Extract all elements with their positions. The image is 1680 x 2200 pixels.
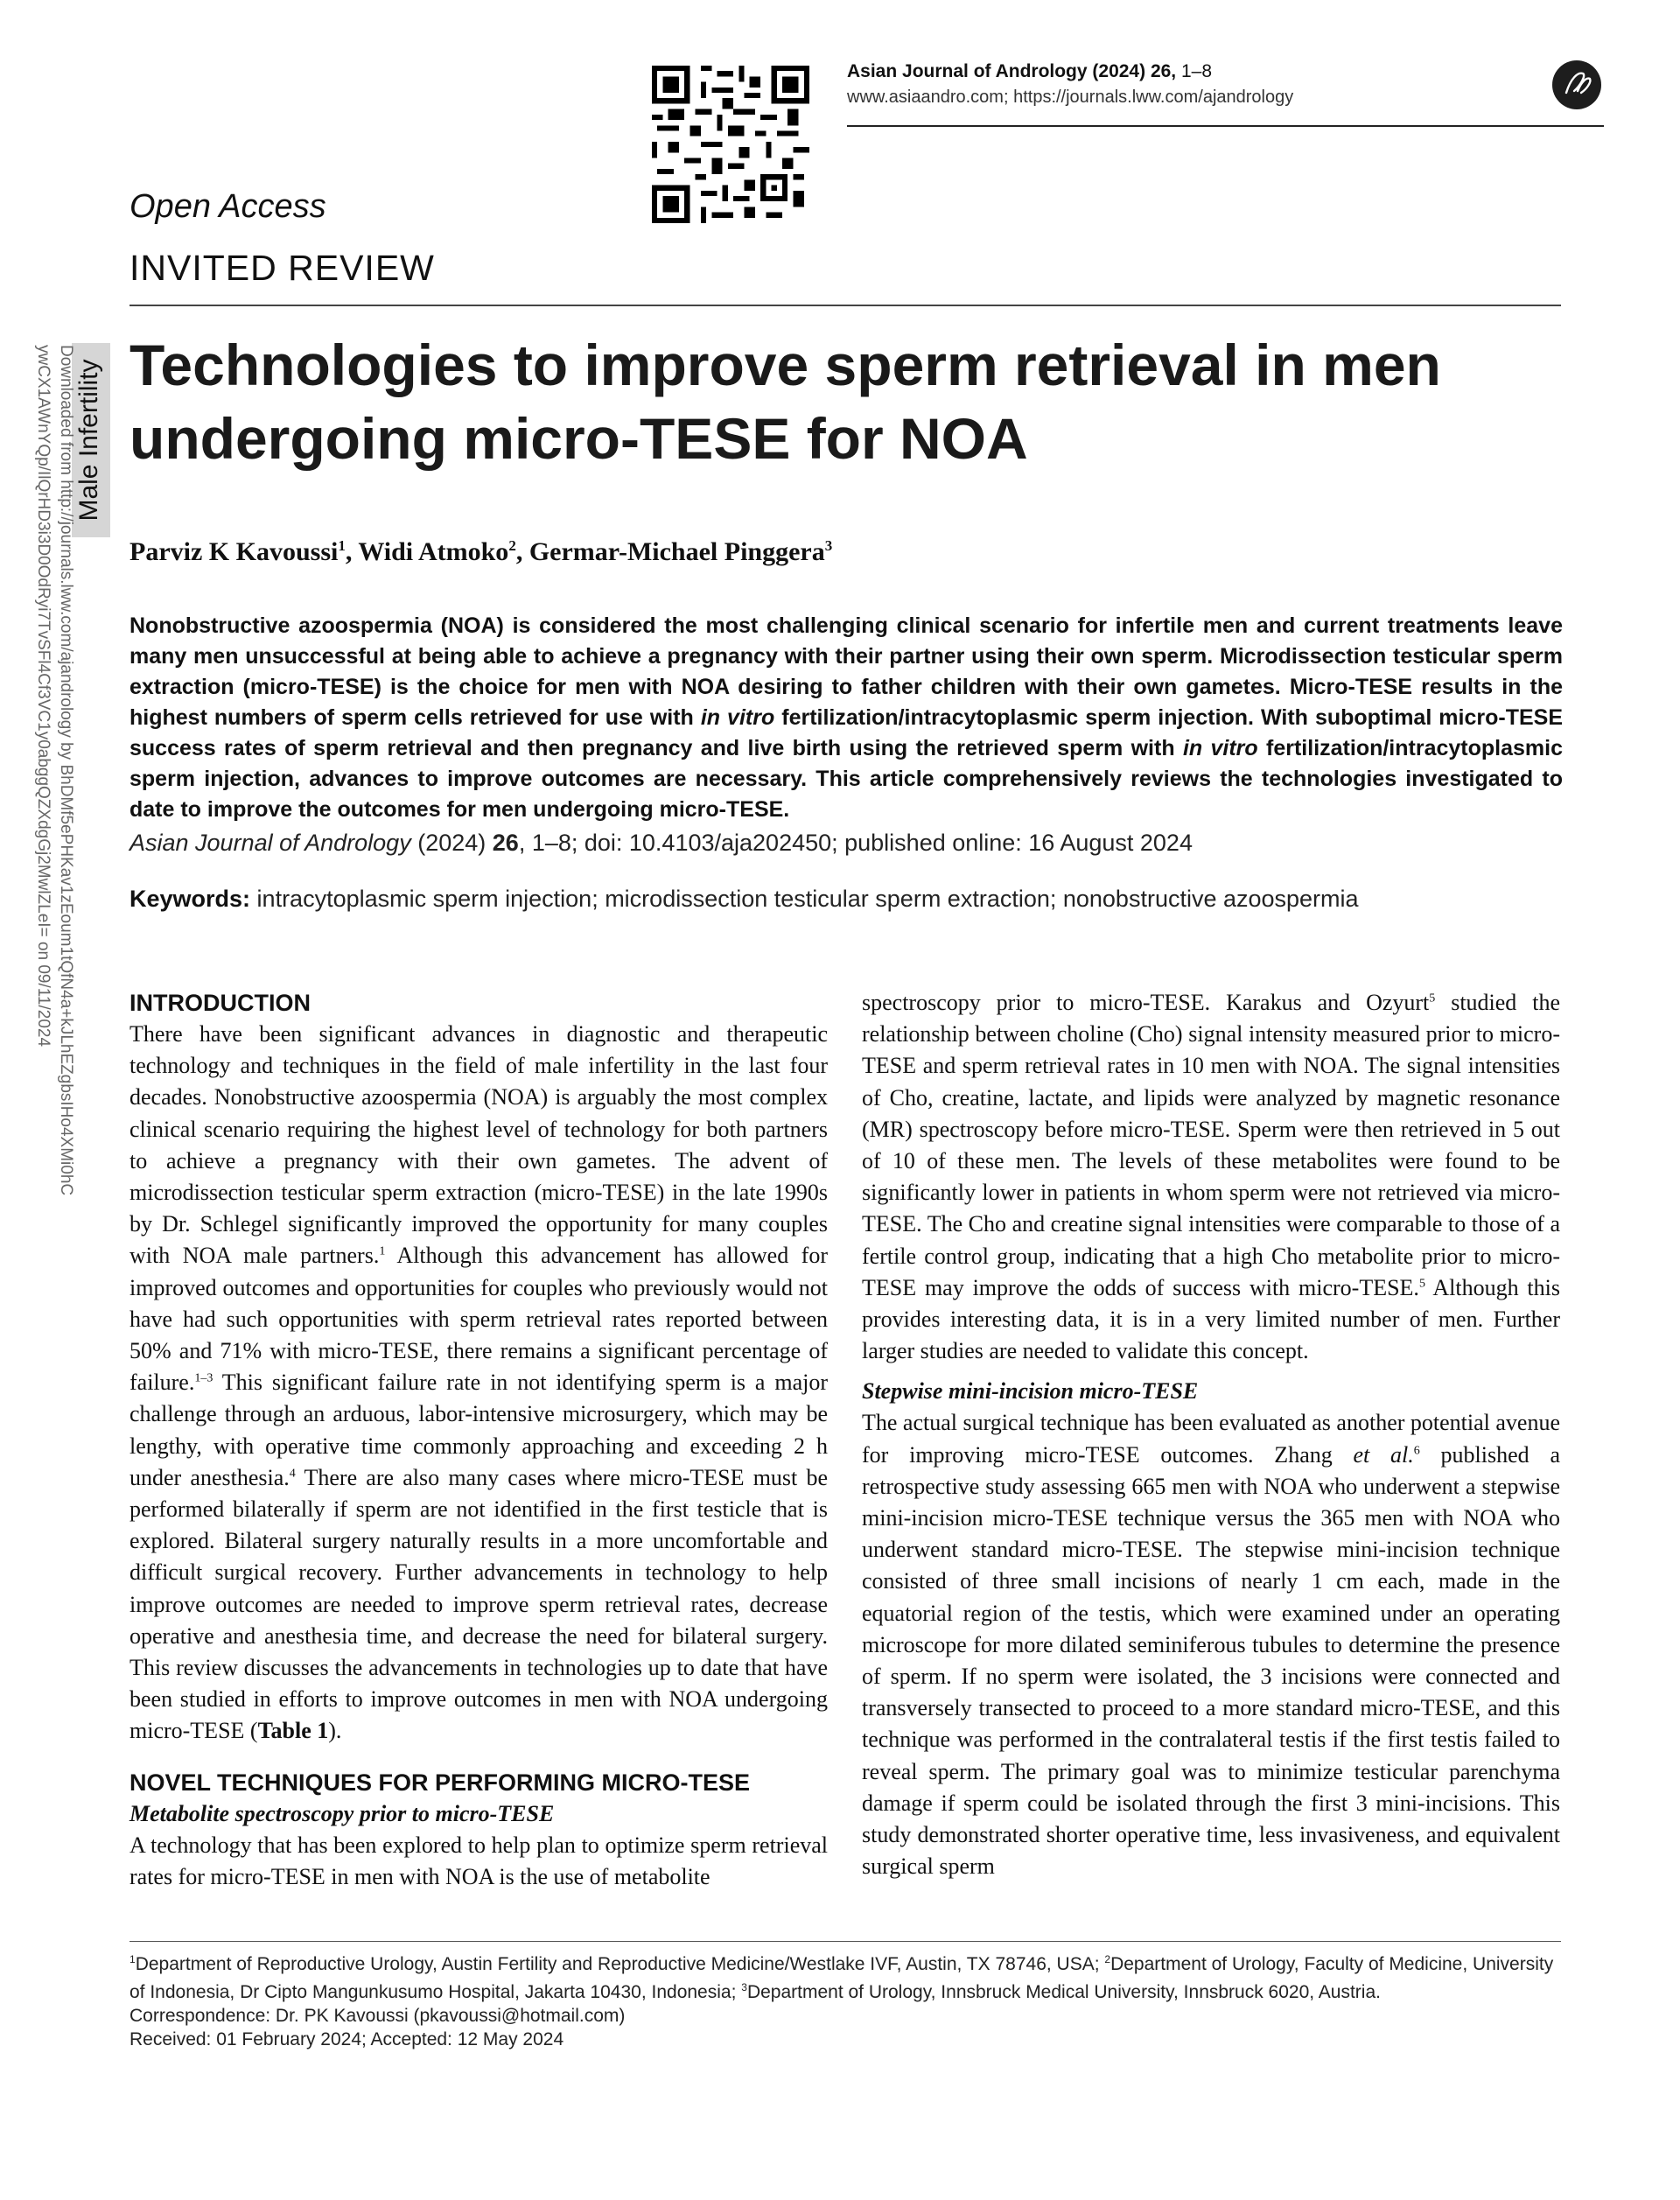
introduction-paragraph: There have been significant advances in diagnostic and therapeutic technology and techniques in the field of male infertility in the last four decades. Nonobstructive azoospermia (NOA) is arguably the most complex clinical scenario requiring the highest level of technology for both partners to achieve a pregnancy with their own gametes. The advent of microdissection testicular sperm extraction (micro-TESE) in the late 1990s by Dr. Schlegel significantly improved the opportunity for many couples with NOA male partners.$^1$ Although this advancement has allowed for improved outcomes and opportunities for couples who previously would not have had such opportunities with sperm retrieval rates reported between 50% and 71% with micro-TESE, there remains a significant percentage of failure.$^{1-3}$ This significant failure rate in not identifying sperm is a major challenge through an arduous, labor-intensive microsurgery, which may be lengthy, with operative time commonly approaching and exceeding 2 h under anesthesia.$^4$ There are also many cases where micro-TESE must be performed bilaterally if sperm are not identified in the first testicle that is explored. Bilateral surgery naturally results in a more uncomfortable and difficult surgical recovery. Further advancements in technology to help improve outcomes are needed to improve sperm retrieval rates, decrease operative and anesthesia time, and decrease the need for bilateral surgery. This review discusses the advancements in technologies up to date that have been studied in efforts to improve outcomes in men with NOA undergoing micro-TESE (Table 1). [130,1021,828,1744]
author-name: Germar-Michael Pinggera [528,537,825,566]
author-list: Parviz K Kavoussi$^1$, Widi Atmoko$^2$, Germar-Michael Pinggera$^3$ [130,537,833,566]
affiliation-marker: 2 [508,537,516,554]
section-heading-novel-techniques: NOVEL TECHNIQUES FOR PERFORMING MICRO-TESE [130,1769,751,1796]
footnote-rule [130,1941,1561,1942]
received-dates: Received: 01 February 2024; Accepted: 12 May 2024 [130,2029,564,2049]
author-name: Parviz K Kavoussi [130,537,339,566]
affiliation-marker: 3 [824,537,833,554]
body-column-left [130,987,828,1893]
abstract: Nonobstructive azoospermia (NOA) is considered the most challenging clinical scenario for infertile men and current treatments leave many men unsuccessful at being able to achieve a pregnancy with their partner using their own sperm. Microdissection testicular sperm extraction (micro-TESE) is the choice for men with NOA desiring to father children with their own gametes. Micro-TESE results in the highest numbers of sperm cells retrieved for use with in vitro fertilization/intracytoplasmic sperm injection. With suboptimal micro-TESE success rates of sperm retrieval and then pregnancy and live birth using the retrieved sperm with in vitro fertilization/intracytoplasmic sperm injection, advances to improve outcomes are necessary. This article comprehensively reviews the technologies investigated to date to improve the outcomes for men undergoing micro-TESE. [130,613,1563,822]
header-rule [847,125,1604,127]
body-column-right [862,987,1560,1882]
correspondence: Correspondence: Dr. PK Kavoussi (pkavoussi@hotmail.com) [130,2006,626,2026]
journal-logo-icon [1551,60,1602,110]
stepwise-paragraph: The actual surgical technique has been evaluated as another potential avenue for improving micro-TESE outcomes. Zhang et al.$^6$ published a retrospective study assessing 665 men with NOA who underwent a stepwise mini-incision micro-TESE technique versus the 365 men with NOA who underwent standard micro-TESE. The stepwise mini-incision technique consisted of three small incisions of nearly 1 cm each, made in the equatorial region of the testis, which were examined under an operating microscope for more dilated seminiferous tubules to determine the presence of sperm. If no sperm were isolated, the 3 incisions were connected and transversely transected to proceed to a more standard micro-TESE, and this technique was performed in the contralateral testis if the first testis failed to reveal sperm. The primary goal was to minimize testicular parenchyma damage if sperm could be isolated through the first 3 mini-incisions. This study demonstrated shorter operative time, less invasiveness, and equivalent surgical sperm [862,1410,1560,1880]
title-rule [130,305,1561,306]
affiliations-footnote [130,1948,1564,2051]
citation-line: Asian Journal of Andrology (2024) 26, 1–8; doi: 10.4103/aja202450; published online: 16 August 2024 [130,830,1193,856]
affiliation-marker: 1 [338,537,346,554]
table-link[interactable]: Table 1 [257,1718,329,1744]
author-name: Widi Atmoko [358,537,509,566]
download-notice [7,345,77,1439]
subsection-heading-metabolite: Metabolite spectroscopy prior to micro-TESE [130,1800,555,1826]
metabolite-paragraph-continued: spectroscopy prior to micro-TESE. Karakus and Ozyurt$^5$ studied the relationship between choline (Cho) signal intensity measured prior to micro-TESE and sperm retrieval rates in 10 men with NOA. The signal intensities of Cho, creatine, lactate, and lipids were analyzed by magnetic resonance (MR) spectroscopy before micro-TESE. Sperm were then retrieved in 5 out of 10 of these men. The levels of these metabolites were found to be significantly lower in patients in whom sperm were not retrieved via micro-TESE. The Cho and creatine signal intensities were comparable to those of a fertile control group, indicating that a high Cho metabolite prior to micro-TESE may improve the odds of success with micro-TESE.$^5$ Although this provides interesting data, it is in a very limited number of men. Further larger studies are needed to validate this concept. [862,990,1560,1364]
journal-header [847,61,1600,108]
section-tab-label: Male Infertility [74,359,103,522]
download-notice-line: Downloaded from http://journals.lww.com/ajandrology by BhDMf5ePHKav1zEoum1tQfN4a+kJLhEZgbsIHo4XMi0hC [57,345,75,1196]
journal-url[interactable]: www.asiaandro.com; https://journals.lww.com/ajandrology [847,88,1294,107]
metabolite-paragraph-start: A technology that has been explored to help plan to optimize sperm retrieval rates for micro-TESE in men with NOA is the use of metabolite [130,1832,828,1889]
article-title: Technologies to improve sperm retrieval in men undergoing micro-TESE for NOA [130,333,1441,471]
section-heading-introduction: INTRODUCTION [130,990,311,1016]
subsection-heading-stepwise: Stepwise mini-incision micro-TESE [862,1378,1199,1405]
open-access-label: Open Access [130,188,326,225]
keywords: Keywords: intracytoplasmic sperm injection; microdissection testicular sperm extraction; nonobstructive azoospermia [130,886,1359,912]
affiliation-list: $^1$Department of Reproductive Urology, Austin Fertility and Reproductive Medicine/Westlake IVF, Austin, TX 78746, USA; $^2$Department of Urology, Faculty of Medicine, University of Indonesia, Dr Cipto Mangunkusumo Hospital, Jakarta 10430, Indonesia; $^3$Department of Urology, Innsbruck Medical University, Innsbruck 6020, Austria. [130,1953,1554,2002]
journal-name: Asian Journal of Andrology (2024) 26, 1–8 [847,61,1213,81]
article-type: INVITED REVIEW [130,248,435,288]
qr-code [652,66,809,223]
download-notice-line: ywCX1AWnYQp/IlQrHD3i3D0OdRyi7TvSFl4Cf3VC1y0abggQZXdgGj2MwlZLeI= on 09/11/2024 [34,345,52,1047]
